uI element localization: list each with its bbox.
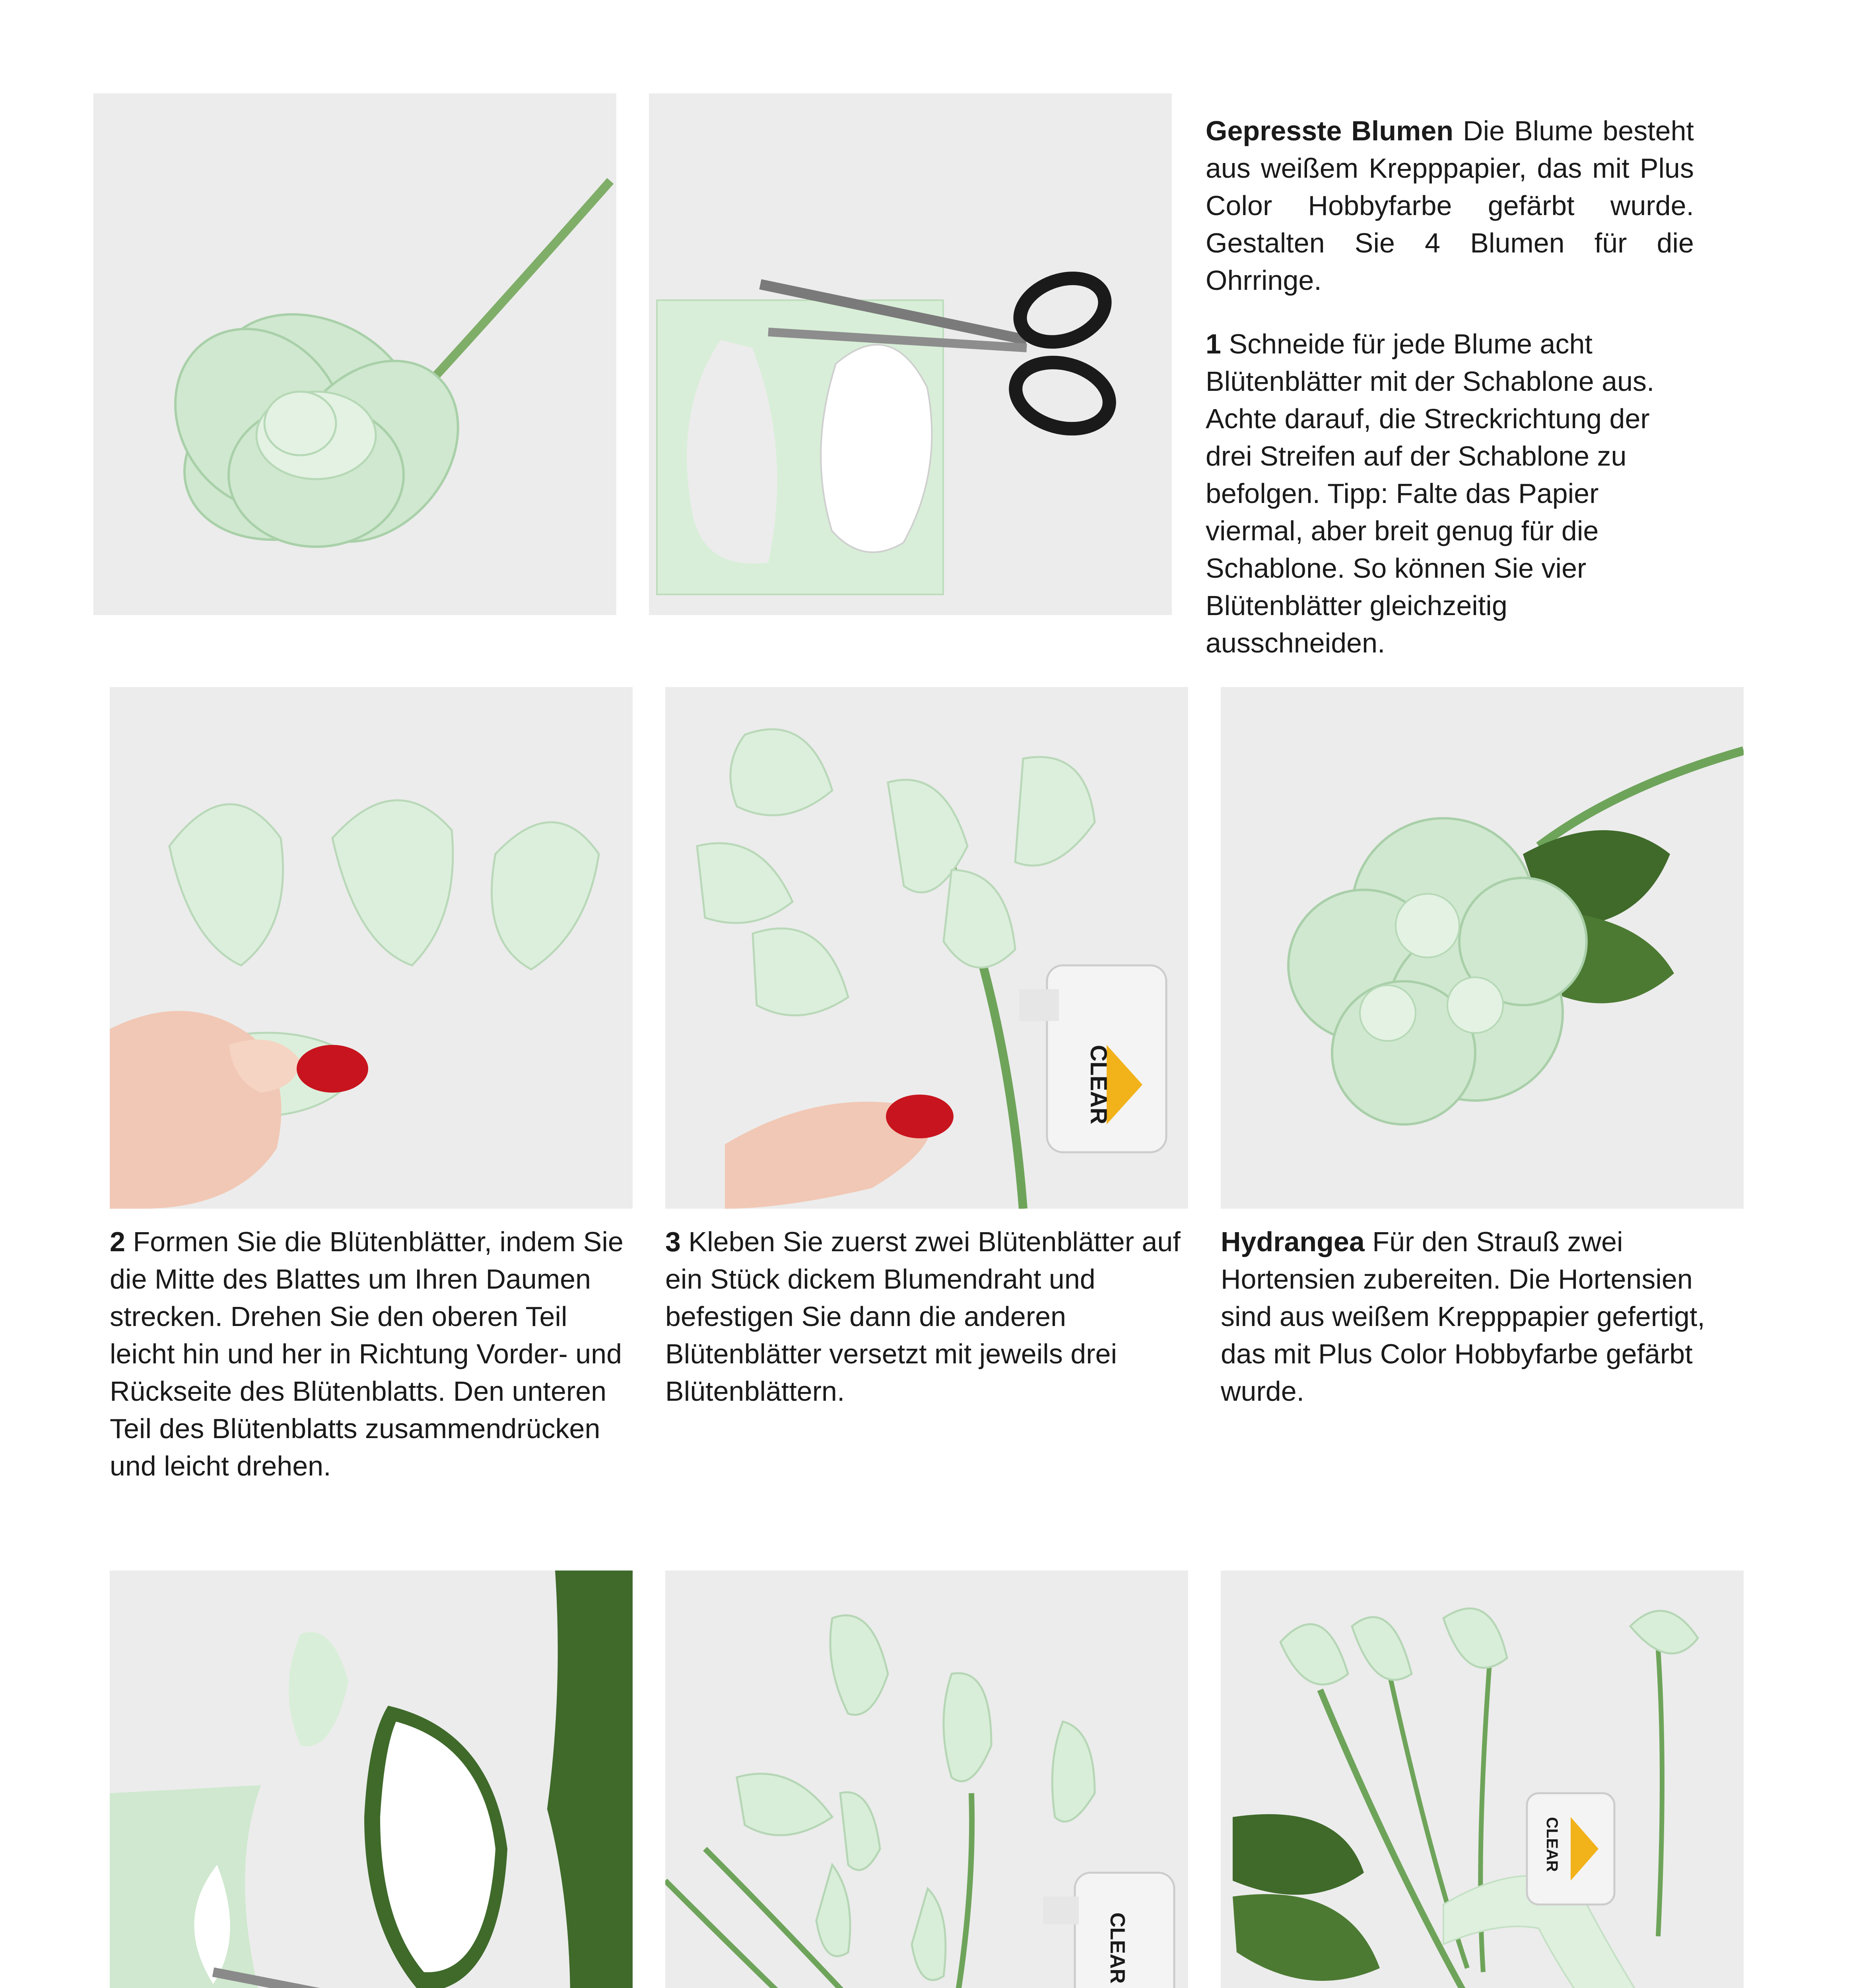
template-cutting-illustration [110,1571,633,1988]
glue-brand-label-3: CLEAR [1543,1817,1561,1872]
intro-text-block [1206,112,1694,323]
step2a-paragraph [110,1223,633,1485]
step3a-text-block [665,1223,1188,1434]
intro-title: Gepresste Blumen [1206,115,1454,146]
photo-template-cutting [110,1571,633,1988]
intro-paragraph [1206,112,1694,299]
photo-hydrangea-stems [1221,1571,1744,1988]
photo-hydrangea [1221,687,1744,1209]
step2a-text-block [110,1223,633,1508]
glue-brand-label-2: CLEAR [1106,1912,1129,1984]
shaping-petals-illustration [110,687,633,1209]
scissors-template-illustration [649,93,1172,615]
step3a-body: Kleben Sie zuerst zwei Blütenblätter auf ein Stück dickem Blumendraht und befestigen Sie dann die anderen Blütenblätter versetzt mit jeweils drei Blütenblättern. [665,1226,1181,1407]
photo-petals-on-wires [665,1571,1188,1988]
photo-gluing-petals [665,687,1188,1209]
step1a-paragraph [1206,325,1694,662]
gluing-petals-illustration [665,687,1188,1209]
step3a-number: 3 [665,1226,681,1257]
step1a-body: Schneide für jede Blume acht Blütenblätter mit der Schablone aus. Achte darauf, die Streckrichtung der drei Streifen auf der Schablone zu befolgen. Tipp: Falte das Papier viermal, aber breit genug für die Schablone. So können Sie vier Blütenblätter gleichzeitig ausschneiden. [1206,328,1655,658]
hydrangea-paragraph [1221,1223,1718,1410]
pressed-flower-illustration [93,93,616,615]
photo-scissors-template [649,93,1172,615]
hydrangea-title: Hydrangea [1221,1226,1365,1257]
step2a-body: Formen Sie die Blütenblätter, indem Sie die Mitte des Blattes um Ihren Daumen strecken. Drehen Sie den oberen Teil leicht hin und her in Richtung Vorder- und Rückseite des Blütenblatts. Den unteren Teil des Blütenblatts zusammendrücken und leicht drehen. [110,1226,623,1481]
intro-body: Die Blume besteht aus weißem Krepppapier, das mit Plus Color Hobbyfarbe gefärbt wurde. Gestalten Sie 4 Blumen für die Ohrringe. [1206,115,1694,296]
hydrangea-text-block [1221,1223,1718,1434]
hydrangea-illustration [1221,687,1744,1209]
petals-on-wires-illustration [665,1571,1188,1988]
step1a-text-block [1206,325,1694,685]
glue-brand-label: CLEAR [1086,1045,1111,1124]
step1a-number: 1 [1206,328,1221,359]
hydrangea-stems-illustration [1221,1571,1744,1988]
hydrangea-body: Für den Strauß zwei Hortensien zubereiten. Die Hortensien sind aus weißem Krepppapier gefertigt, das mit Plus Color Hobbyfarbe gefärbt wurde. [1221,1226,1705,1407]
photo-pressed-flower [93,93,616,615]
step3a-paragraph [665,1223,1188,1410]
step2a-number: 2 [110,1226,125,1257]
photo-shaping-petals [110,687,633,1209]
